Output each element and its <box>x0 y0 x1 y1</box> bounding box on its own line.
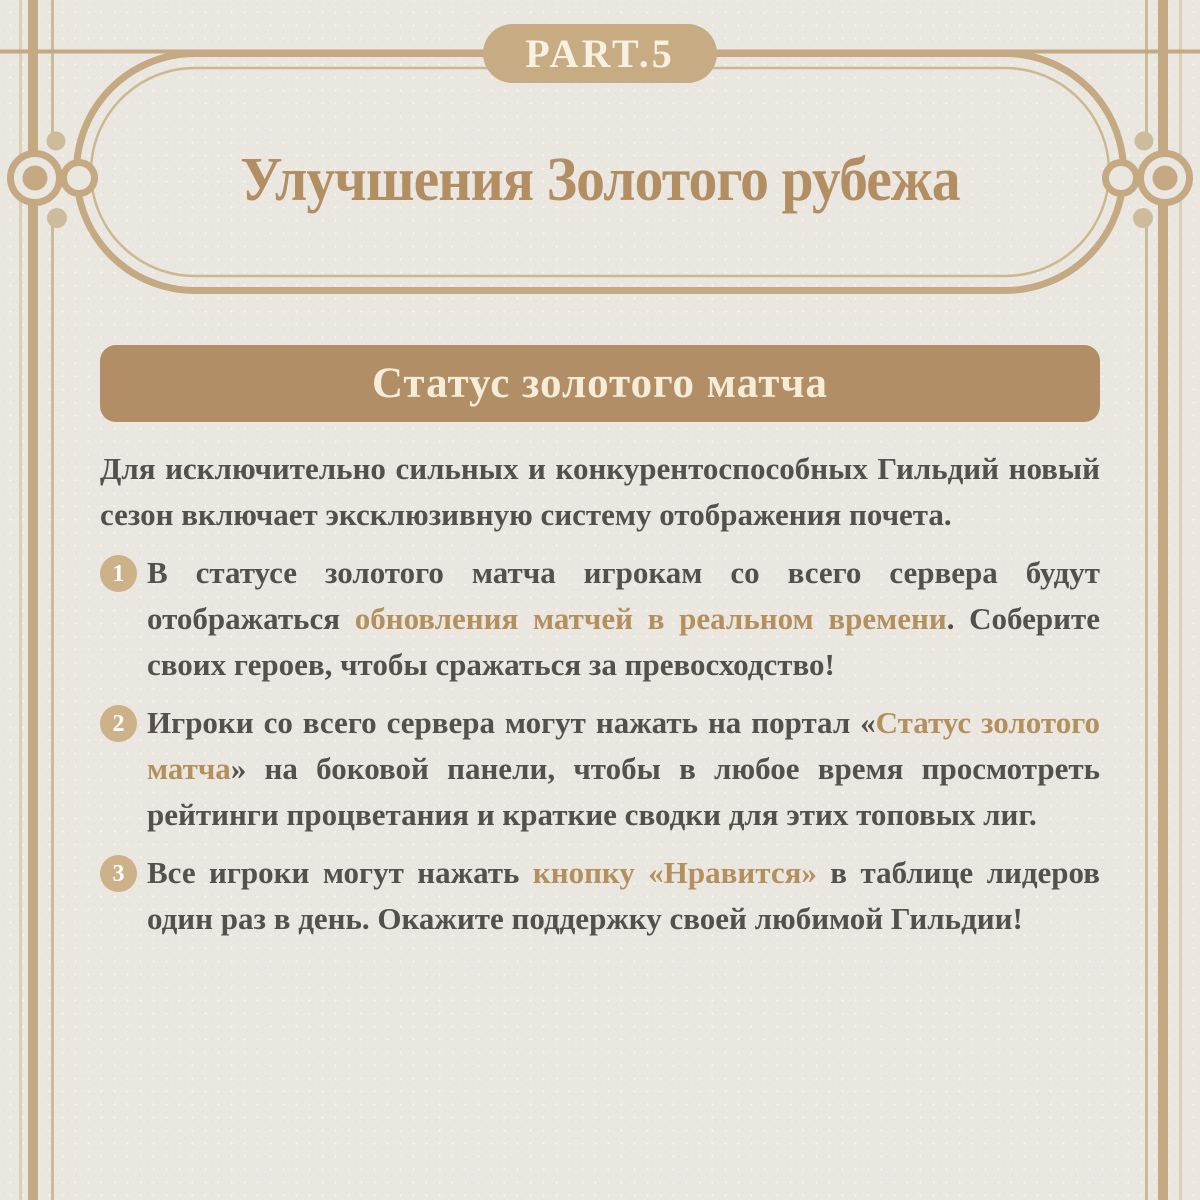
page-title-text: Улучшения Золотого рубежа <box>240 145 960 214</box>
section-title-banner <box>100 345 1100 422</box>
body-text-block <box>100 446 1100 954</box>
right-border-inner-line-bottom <box>1145 216 1148 1200</box>
list-item-text <box>147 855 1100 936</box>
section-title-text: Статус золотого матча <box>371 360 829 407</box>
list-item-number-badge: 1 <box>100 555 137 592</box>
accent-text: Статус золотого матча <box>147 705 1100 786</box>
list-item-number-badge: 2 <box>100 705 137 742</box>
list-item-text <box>147 555 1100 682</box>
list-item <box>100 850 1100 942</box>
plain-text: Игроки со всего сервера могут нажать на портал « <box>147 705 876 740</box>
list-item-text <box>147 705 1100 832</box>
page-title <box>76 130 1124 230</box>
plain-text: » на боковой панели, чтобы в любое время просмотреть рейтинги процветания и краткие сводки для этих топовых лиг. <box>147 751 1100 832</box>
intro-paragraph: Для исключительно сильных и конкурентоспособных Гильдий новый сезон включает эксклюзивную систему отображения почета. <box>100 451 1100 532</box>
accent-text: обновления матчей в реальном времени <box>354 601 947 636</box>
plain-text: в таблице лидеров один раз в день. Окажите поддержку своей любимой Гильдии! <box>147 855 1100 936</box>
plain-text: Все игроки могут нажать <box>147 855 533 890</box>
part-badge <box>483 24 717 83</box>
accent-text: кнопку «Нравится» <box>532 855 817 890</box>
list-item <box>100 700 1100 838</box>
plain-text: В статусе золотого матча игрокам со всего сервера будут отображаться <box>147 555 1100 636</box>
list-item-number-badge: 3 <box>100 855 137 892</box>
part-badge-label: PART.5 <box>525 31 675 76</box>
plain-text: . Соберите своих героев, чтобы сражаться за превосходство! <box>147 601 1100 682</box>
numbered-feature-list <box>100 550 1100 942</box>
list-item <box>100 550 1100 688</box>
left-border-inner-line-bottom <box>51 216 54 1200</box>
